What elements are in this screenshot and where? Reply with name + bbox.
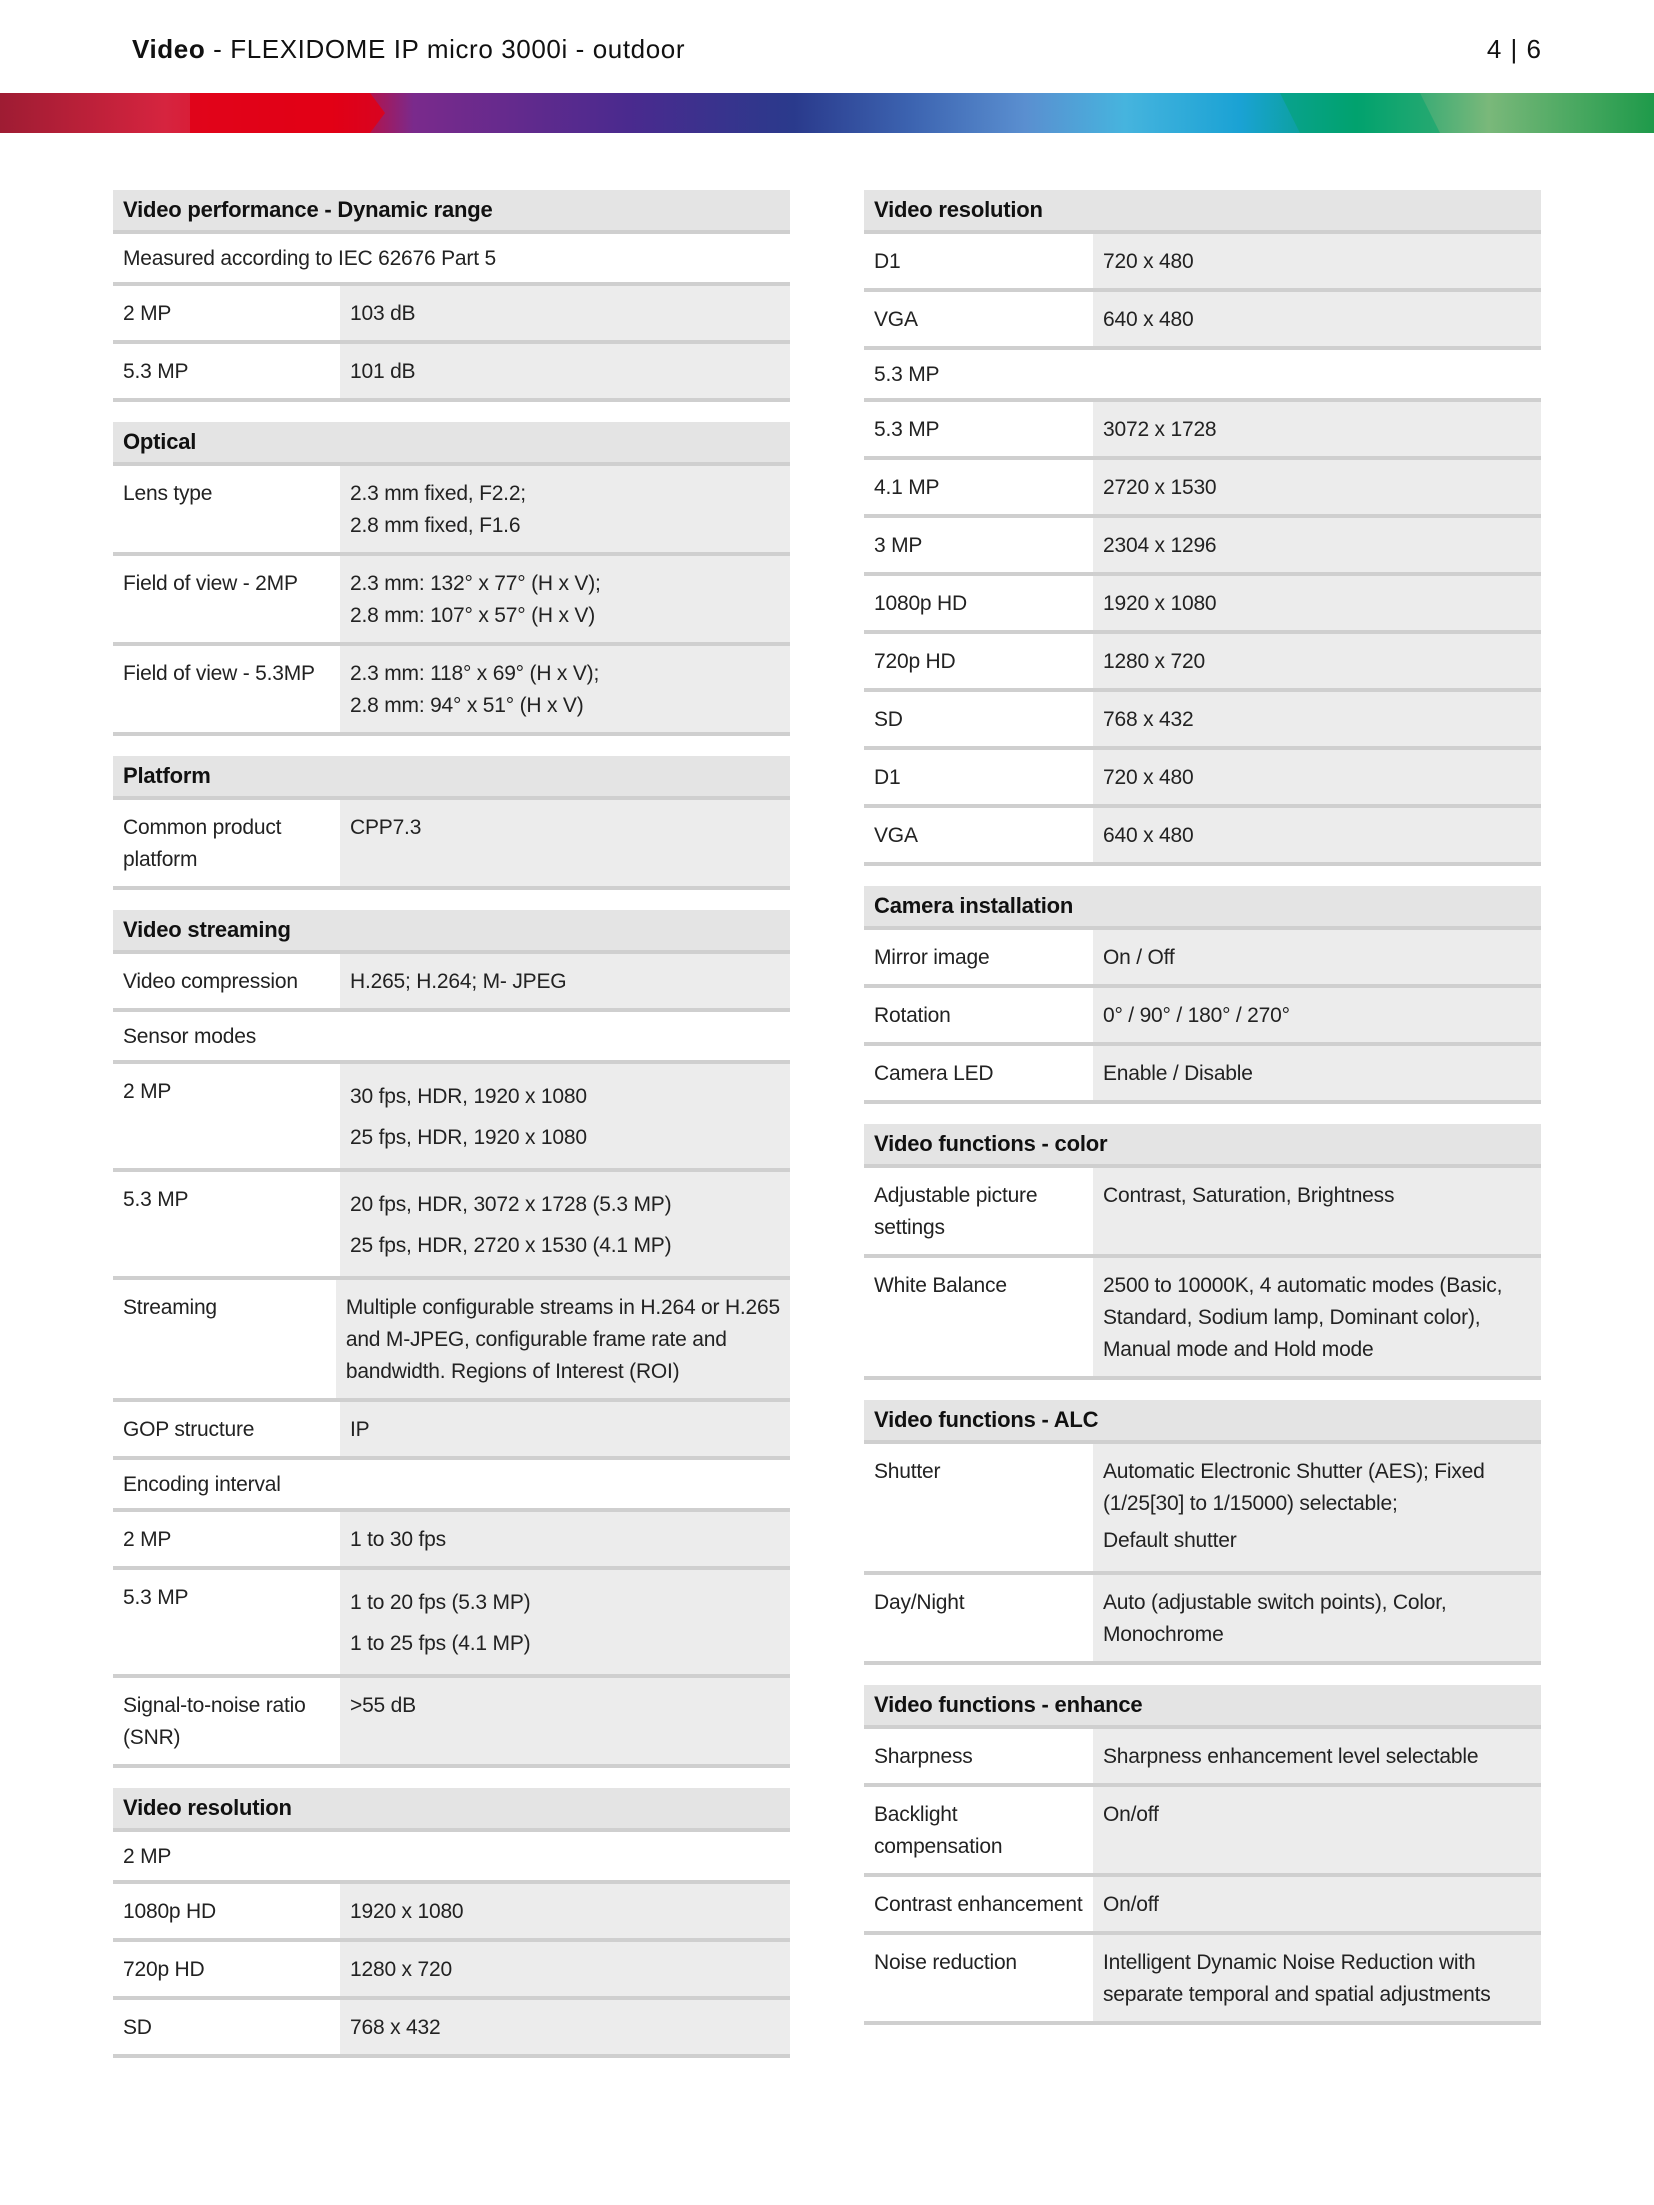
row-value: 2720 x 1530 [1093, 460, 1541, 514]
row-label: 5.3 MP [123, 1586, 189, 1609]
row-value: IP [340, 1402, 790, 1456]
value-line: separate temporal and spatial adjustments [1103, 1983, 1491, 2006]
color-band [0, 93, 1654, 133]
table-row [864, 1168, 1541, 1258]
section-title-video-functions-color: Video functions - color [864, 1124, 1541, 1168]
table-row [113, 1172, 790, 1280]
row-value [1093, 1877, 1541, 1931]
value-line: On/off [1103, 1893, 1159, 1916]
table-row [864, 1787, 1541, 1877]
row-value: Enable / Disable [1093, 1046, 1541, 1100]
row-label: 1080p HD [123, 1900, 216, 1923]
table-row [864, 1046, 1541, 1104]
value-line: (1/25[30] to 1/15000) selectable; [1103, 1492, 1398, 1515]
page-header [132, 34, 1542, 74]
sensor-modes-heading: Sensor modes [113, 1012, 790, 1064]
row-value: H.265; H.264; M- JPEG [340, 954, 790, 1008]
value-line: 20 fps, HDR, 3072 x 1728 (5.3 MP) [350, 1193, 672, 1216]
row-label: Mirror image [874, 946, 990, 969]
table-row [864, 292, 1541, 350]
row-value [1093, 1729, 1541, 1783]
table-row [864, 750, 1541, 808]
row-value [340, 1570, 790, 1674]
row-label: Camera LED [874, 1062, 994, 1085]
row-value: 720 x 480 [1093, 234, 1541, 288]
row-value: 2304 x 1296 [1093, 518, 1541, 572]
left-column [113, 190, 790, 2058]
label-line: platform [123, 848, 198, 871]
row-label: 720p HD [123, 1958, 205, 1981]
value-line: Intelligent Dynamic Noise Reduction with [1103, 1951, 1476, 1974]
section-gap [113, 736, 790, 756]
document-title [132, 34, 685, 65]
page-number: 4 | 6 [1486, 34, 1542, 64]
table-row [113, 1280, 790, 1402]
row-value [340, 1172, 790, 1276]
right-column [864, 190, 1541, 2025]
row-label: Shutter [874, 1460, 941, 1483]
table-row [113, 286, 790, 344]
row-label: 3 MP [874, 534, 923, 557]
table-row [113, 1402, 790, 1460]
row-label: SD [874, 708, 903, 731]
dynamic-range-note: Measured according to IEC 62676 Part 5 [113, 234, 790, 286]
table-row [113, 466, 790, 556]
value-line: Sharpness enhancement level selectable [1103, 1745, 1479, 1768]
value-line: Default shutter [1103, 1529, 1237, 1552]
row-value [340, 1064, 790, 1168]
value-line: On/off [1103, 1803, 1159, 1826]
value-line: 30 fps, HDR, 1920 x 1080 [350, 1085, 587, 1108]
value-line: Contrast, Saturation, Brightness [1103, 1184, 1395, 1207]
table-row [864, 518, 1541, 576]
table-row [864, 808, 1541, 866]
value-line: Monochrome [1103, 1623, 1224, 1646]
row-label: 5.3 MP [874, 418, 940, 441]
table-row [864, 930, 1541, 988]
table-row [113, 556, 790, 646]
table-row [113, 1570, 790, 1678]
row-value: 1920 x 1080 [340, 1884, 790, 1938]
table-row [113, 1678, 790, 1768]
row-label: 2 MP [123, 1528, 172, 1551]
table-row [113, 1942, 790, 2000]
table-row [864, 1575, 1541, 1665]
value-line: Multiple configurable streams in H.264 or H.265 [345, 1296, 780, 1319]
section-title-video-streaming: Video streaming [113, 910, 790, 954]
section-gap [864, 1104, 1541, 1124]
value-line: 1 to 20 fps (5.3 MP) [350, 1591, 531, 1614]
row-label: D1 [874, 766, 901, 789]
row-label: GOP structure [123, 1418, 255, 1441]
resolution-group-heading: 2 MP [113, 1832, 790, 1884]
label-line: Signal-to-noise ratio [123, 1694, 306, 1717]
table-row [864, 576, 1541, 634]
row-value: On / Off [1093, 930, 1541, 984]
label-line: Common product [123, 816, 282, 839]
value-line: 2.3 mm: 118° x 69° (H x V); [350, 662, 600, 685]
row-value: 768 x 432 [1093, 692, 1541, 746]
row-value [1093, 1444, 1541, 1571]
section-gap [113, 890, 790, 910]
row-value [1093, 1935, 1541, 2021]
row-label: 1080p HD [874, 592, 967, 615]
label-line: (SNR) [123, 1726, 181, 1749]
value-line: 2500 to 10000K, 4 automatic modes (Basic, [1103, 1274, 1503, 1297]
row-label: 5.3 MP [123, 360, 189, 383]
row-label: Day/Night [874, 1591, 965, 1614]
value-line: 2.8 mm: 107° x 57° (H x V) [350, 604, 596, 627]
section-title-camera-installation: Camera installation [864, 886, 1541, 930]
row-label: 720p HD [874, 650, 956, 673]
table-row [864, 692, 1541, 750]
row-value [340, 556, 790, 642]
table-row [864, 1258, 1541, 1380]
row-value [340, 1512, 790, 1566]
value-line: Automatic Electronic Shutter (AES); Fixed [1103, 1460, 1485, 1483]
section-gap [864, 1665, 1541, 1685]
value-line: CPP7.3 [350, 816, 422, 839]
value-line: 25 fps, HDR, 2720 x 1530 (4.1 MP) [350, 1234, 672, 1257]
row-label: Field of view - 5.3MP [123, 662, 315, 685]
row-value [336, 1280, 790, 1398]
value-line: Manual mode and Hold mode [1103, 1338, 1374, 1361]
row-label: Streaming [123, 1296, 217, 1319]
row-value [1093, 1258, 1541, 1376]
section-title-optical: Optical [113, 422, 790, 466]
row-value: 0° / 90° / 180° / 270° [1093, 988, 1541, 1042]
table-row [113, 800, 790, 890]
table-row [864, 1935, 1541, 2025]
row-label: 2 MP [123, 302, 172, 325]
row-label: Lens type [123, 482, 213, 505]
value-line: 2.8 mm: 94° x 51° (H x V) [350, 694, 584, 717]
row-label [864, 1168, 1093, 1254]
row-value [340, 800, 790, 886]
row-value [1093, 1575, 1541, 1661]
row-value [1093, 1168, 1541, 1254]
table-row [864, 402, 1541, 460]
value-line: 1 to 25 fps (4.1 MP) [350, 1632, 531, 1655]
table-row [113, 954, 790, 1012]
table-row [864, 634, 1541, 692]
table-row [864, 988, 1541, 1046]
row-label: SD [123, 2016, 152, 2039]
value-line: and M-JPEG, configurable frame rate and [345, 1328, 727, 1351]
row-value: 768 x 432 [340, 2000, 790, 2054]
row-label: Sharpness [874, 1745, 973, 1768]
value-line: 103 dB [350, 302, 416, 325]
value-line: 1 to 30 fps [350, 1528, 446, 1551]
document-title-bold: Video [132, 34, 206, 64]
row-label [113, 800, 340, 886]
section-gap [113, 402, 790, 422]
label-line: Adjustable picture [874, 1184, 1038, 1207]
resolution-group-heading: 5.3 MP [864, 350, 1541, 402]
row-label: VGA [874, 824, 918, 847]
row-value: 1280 x 720 [1093, 634, 1541, 688]
value-line: 2.8 mm fixed, F1.6 [350, 514, 521, 537]
section-gap [864, 1380, 1541, 1400]
section-gap [864, 866, 1541, 886]
value-line: bandwidth. Regions of Interest (ROI) [345, 1360, 680, 1383]
section-title-video-resolution: Video resolution [864, 190, 1541, 234]
row-label: Contrast enhancement [874, 1893, 1083, 1916]
section-title-video-functions-enhance: Video functions - enhance [864, 1685, 1541, 1729]
row-label: D1 [874, 250, 901, 273]
table-row [864, 1444, 1541, 1575]
table-row [864, 1729, 1541, 1787]
row-label: Noise reduction [874, 1951, 1017, 1974]
row-value [340, 286, 790, 340]
section-title-dynamic-range: Video performance - Dynamic range [113, 190, 790, 234]
row-value: >55 dB [340, 1678, 790, 1764]
label-line: White Balance [874, 1274, 1007, 1297]
row-value: 640 x 480 [1093, 808, 1541, 862]
row-value [340, 466, 790, 552]
row-label [113, 1678, 340, 1764]
value-line: Auto (adjustable switch points), Color, [1103, 1591, 1447, 1614]
row-label [864, 1258, 1093, 1376]
row-value [340, 344, 790, 398]
row-value: 1920 x 1080 [1093, 576, 1541, 630]
section-title-video-functions-alc: Video functions - ALC [864, 1400, 1541, 1444]
row-label: Rotation [874, 1004, 951, 1027]
row-label: 5.3 MP [123, 1188, 189, 1211]
table-row [113, 1884, 790, 1942]
row-value [1093, 1787, 1541, 1873]
row-label: VGA [874, 308, 918, 331]
label-line: settings [874, 1216, 945, 1239]
table-row [864, 460, 1541, 518]
table-row [113, 646, 790, 736]
value-line: Standard, Sodium lamp, Dominant color), [1103, 1306, 1481, 1329]
row-label: Backlight compensation [874, 1803, 1003, 1858]
table-row [113, 1512, 790, 1570]
row-value: 3072 x 1728 [1093, 402, 1541, 456]
encoding-interval-heading: Encoding interval [113, 1460, 790, 1512]
table-row [864, 234, 1541, 292]
table-row [113, 1064, 790, 1172]
row-value: 640 x 480 [1093, 292, 1541, 346]
table-row [113, 2000, 790, 2058]
value-line: 25 fps, HDR, 1920 x 1080 [350, 1126, 587, 1149]
value-line: 2.3 mm: 132° x 77° (H x V); [350, 572, 601, 595]
table-row [864, 1877, 1541, 1935]
value-line: 2.3 mm fixed, F2.2; [350, 482, 526, 505]
value-line: 101 dB [350, 360, 416, 383]
section-title-video-resolution: Video resolution [113, 1788, 790, 1832]
row-label: Video compression [123, 970, 298, 993]
row-value: 720 x 480 [1093, 750, 1541, 804]
row-value [340, 646, 790, 732]
row-label: Field of view - 2MP [123, 572, 298, 595]
row-label: 2 MP [123, 1080, 172, 1103]
document-title-rest: - FLEXIDOME IP micro 3000i - outdoor [205, 34, 686, 64]
section-title-platform: Platform [113, 756, 790, 800]
row-label: 4.1 MP [874, 476, 940, 499]
section-gap [113, 1768, 790, 1788]
row-value: 1280 x 720 [340, 1942, 790, 1996]
table-row [113, 344, 790, 402]
